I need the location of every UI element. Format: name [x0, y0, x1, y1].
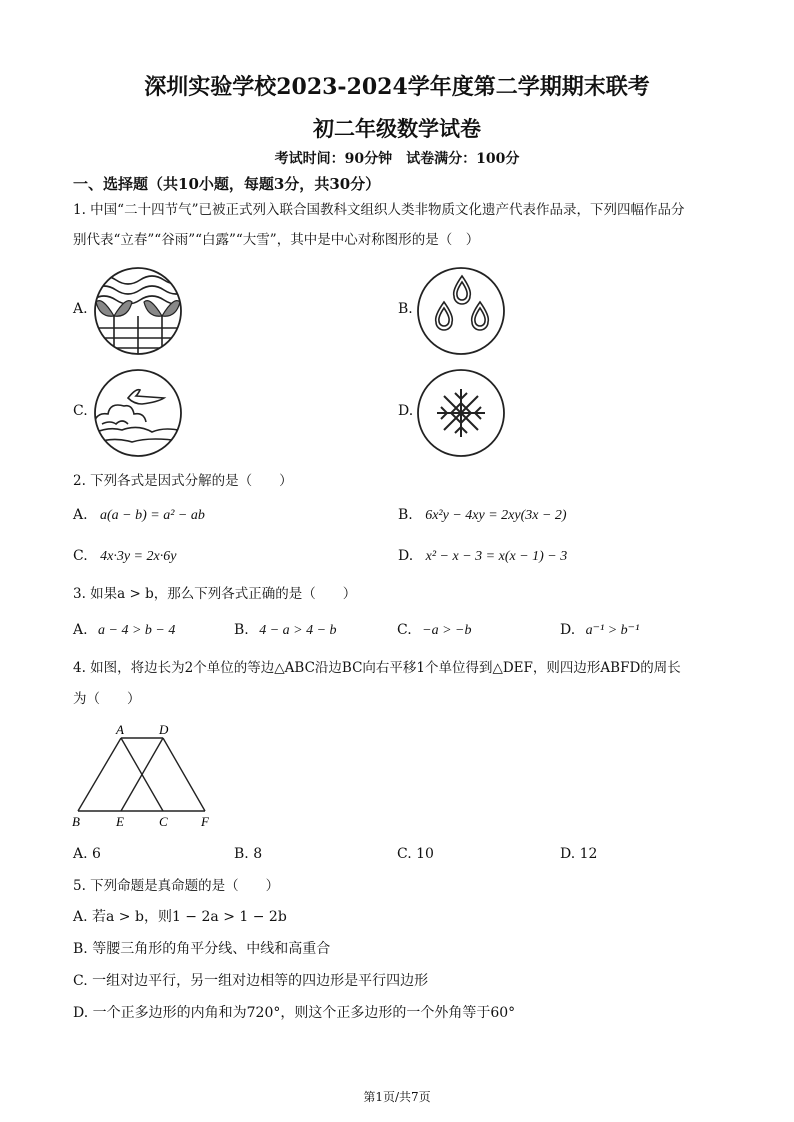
q1-option-c-label: C.: [73, 403, 88, 419]
q4-option-c: C. 10: [397, 846, 434, 862]
page-footer: 第1页/共7页: [363, 1090, 431, 1104]
q4-translation-figure: [68, 720, 218, 832]
q1-option-b-label: B.: [398, 301, 413, 317]
q3-option-a-label: A.: [73, 622, 88, 638]
q3-option-d-label: D.: [560, 622, 576, 638]
q5-option-d: D. 一个正多边形的内角和为720°，则这个正多边形的一个外角等于60°: [73, 1005, 516, 1021]
q3-option-d-expr: a⁻¹ > b⁻¹: [585, 623, 640, 638]
exam-title: 深圳实验学校2023-2024学年度第二学期期末联考: [144, 74, 650, 100]
q3-option-d: [560, 622, 639, 639]
q4-option-a: A. 6: [73, 846, 101, 862]
q5-option-a: A. 若a > b，则1 − 2a > 1 − 2b: [73, 909, 287, 925]
q2-option-b-label: B.: [398, 507, 413, 523]
lichun-spring-icon: [92, 266, 186, 356]
q2-option-c-expr: 4x·3y = 2x·6y: [100, 549, 177, 564]
q5-option-b: B. 等腰三角形的角平分线、中线和高重合: [73, 941, 331, 957]
q1-option-d-label: D.: [398, 403, 414, 419]
figure-label-b: B: [72, 814, 80, 829]
q2-option-d-expr: x² − x − 3 = x(x − 1) − 3: [425, 549, 568, 564]
bailu-bird-cloud-icon: [92, 368, 186, 458]
q2-option-a: [73, 507, 205, 524]
q4-option-b: B. 8: [234, 846, 263, 862]
exam-info: 考试时间：90分钟 试卷满分：100分: [274, 151, 520, 167]
q3-option-b-label: B.: [234, 622, 249, 638]
q2-option-d-label: D.: [398, 548, 414, 564]
guyu-raindrops-icon: [414, 266, 508, 356]
q3-option-c-expr: −a > −b: [422, 623, 472, 638]
q3-option-b: [234, 622, 337, 639]
q3-option-c-label: C.: [397, 622, 412, 638]
q2-option-a-expr: a(a − b) = a² − ab: [100, 508, 205, 523]
q1-option-a-label: A.: [73, 301, 88, 317]
q3-stem: 3. 如果a > b，那么下列各式正确的是（ ）: [73, 586, 357, 602]
section-heading: 一、选择题（共10小题，每题3分，共30分）: [73, 175, 381, 193]
figure-label-d: D: [159, 722, 169, 737]
figure-label-c: C: [159, 814, 168, 829]
q2-stem: 2. 下列各式是因式分解的是（ ）: [73, 473, 293, 489]
figure-label-f: F: [201, 814, 209, 829]
q2-option-b-expr: 6x²y − 4xy = 2xy(3x − 2): [425, 508, 567, 523]
q3-option-b-expr: 4 − a > 4 − b: [259, 623, 337, 638]
q5-stem: 5. 下列命题是真命题的是（ ）: [73, 878, 280, 894]
q2-option-c: [73, 548, 176, 565]
q4-option-d: D. 12: [560, 846, 598, 862]
figure-label-e: E: [116, 814, 124, 829]
figure-label-a: A: [116, 722, 124, 737]
q2-option-c-label: C.: [73, 548, 88, 564]
q2-option-d: [398, 548, 567, 565]
q2-option-a-label: A.: [73, 507, 88, 523]
q4-stem-line1: 4. 如图，将边长为2个单位的等边△ABC沿边BC向右平移1个单位得到△DEF，则四边形ABFD的周长: [73, 660, 681, 676]
q1-stem-line1: 1. 中国“二十四节气”已被正式列入联合国教科文组织人类非物质文化遗产代表作品录，下列四幅作品分: [73, 202, 685, 218]
q5-option-c: C. 一组对边平行，另一组对边相等的四边形是平行四边形: [73, 973, 429, 989]
q2-option-b: [398, 507, 567, 524]
exam-subtitle: 初二年级数学试卷: [313, 116, 481, 141]
q3-option-c: [397, 622, 471, 639]
q3-option-a-expr: a − 4 > b − 4: [98, 623, 176, 638]
q1-stem-line2: 别代表“立春”“谷雨”“白露”“大雪”，其中是中心对称图形的是（ ）: [73, 232, 480, 248]
q3-option-a: [73, 622, 175, 639]
daxue-snowflake-icon: [414, 368, 508, 458]
q4-stem-line2: 为（ ）: [73, 691, 141, 707]
